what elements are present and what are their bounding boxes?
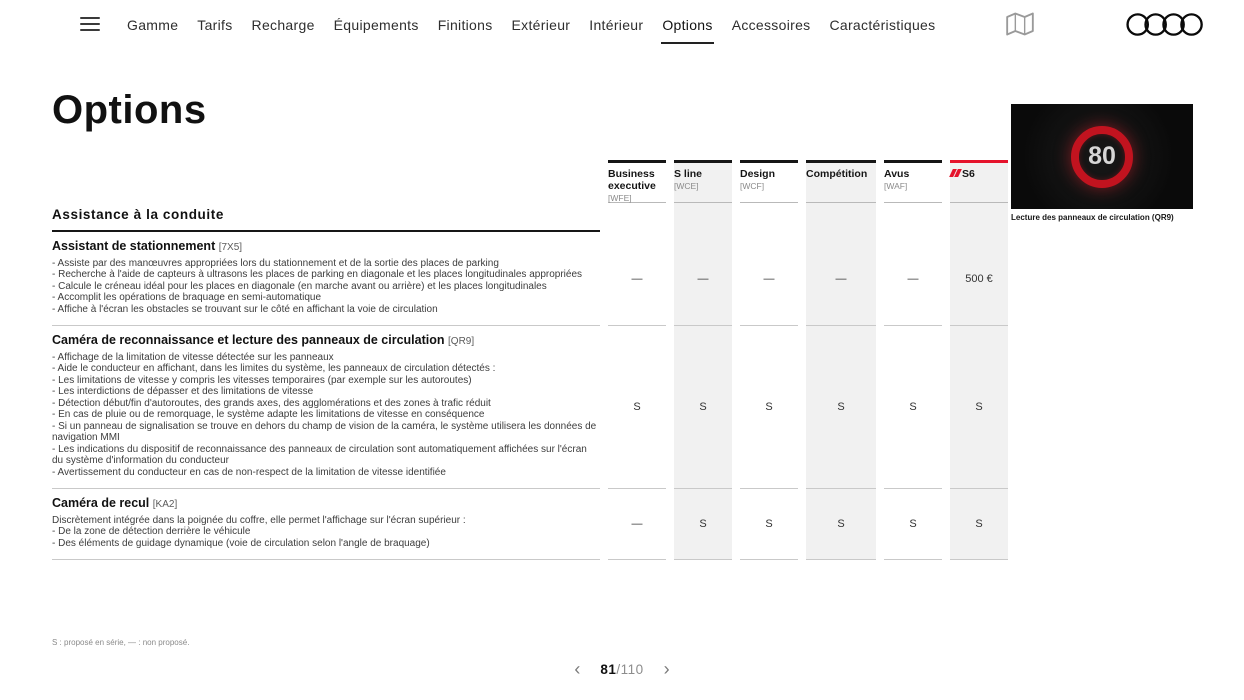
nav-item-interieur[interactable]: Intérieur: [589, 17, 644, 33]
column-header-business-executive: Business executive [WFE]: [608, 160, 666, 232]
pagination: [0, 660, 1244, 678]
nav-item-equipements[interactable]: Équipements: [333, 17, 419, 33]
option-bullet: - Avertissement du conducteur en cas de non-respect de la limitation de vitesse identifiée: [52, 466, 446, 478]
next-page-button[interactable]: ›: [663, 659, 670, 679]
audi-logo-icon[interactable]: [1126, 12, 1204, 37]
option-bullet: - Aide le conducteur en affichant, dans les limites du système, les panneaux de circulation détectés :: [52, 363, 496, 374]
column-header-avus: Avus [WAF]: [884, 160, 942, 232]
s-flag-icon: [950, 169, 960, 177]
option-row-parking-assist: [52, 232, 600, 326]
option-value-cell: S: [806, 489, 876, 560]
image-caption: Lecture des panneaux de circulation (QR9): [1011, 213, 1174, 222]
option-value-cell: S: [884, 489, 942, 560]
nav-item-accessoires[interactable]: Accessoires: [731, 17, 811, 33]
option-row-traffic-sign-camera: [52, 326, 600, 489]
option-value-cell: S: [608, 326, 666, 489]
option-value-cell: —: [608, 489, 666, 560]
option-bullet: - Affichage de la limitation de vitesse détectée sur les panneaux: [52, 351, 334, 363]
options-table: [52, 160, 1008, 560]
section-title: Assistance à la conduite: [52, 207, 600, 232]
nav-item-exterieur[interactable]: Extérieur: [511, 17, 571, 33]
column-header-s6: S6: [950, 160, 1008, 232]
option-bullet: - Détection début/fin d'autoroutes, des grands axes, des agglomérations et des zones à trafic réduit: [52, 397, 491, 409]
top-nav: [0, 0, 1244, 48]
option-value-cell: S: [674, 489, 732, 560]
dealer-map-icon[interactable]: [1006, 12, 1034, 36]
option-bullet: - Les limitations de vitesse y compris les vitesses temporaires (par exemple sur les autoroutes): [52, 374, 472, 386]
nav-item-caracteristiques[interactable]: Caractéristiques: [829, 17, 936, 33]
option-bullet: - De la zone de détection derrière le véhicule: [52, 526, 251, 537]
nav-item-finitions[interactable]: Finitions: [437, 17, 493, 33]
prev-page-button[interactable]: ‹: [574, 659, 581, 679]
option-bullet: - Accomplit les opérations de braquage en semi-automatique: [52, 292, 322, 303]
option-row-title: Caméra de reconnaissance et lecture des panneaux de circulation [QR9]: [52, 333, 475, 347]
option-value-cell: S: [950, 326, 1008, 489]
option-value-cell: S: [674, 326, 732, 489]
option-bullet: - Assiste par des manœuvres appropriées lors du stationnement et de la sortie des places de parking: [52, 257, 499, 269]
nav-item-gamme[interactable]: Gamme: [127, 17, 179, 33]
feature-image-card: [1011, 104, 1193, 222]
column-header-s-line: S line [WCE]: [674, 160, 732, 232]
option-value-cell: —: [740, 232, 798, 326]
option-value-cell: —: [884, 232, 942, 326]
main-nav: [126, 4, 936, 44]
option-value-cell: S: [950, 489, 1008, 560]
option-bullet: - Si un panneau de signalisation se trouve en dehors du champ de vision de la caméra, le système utilisera les données de navigation MMI: [52, 420, 597, 443]
section-header-cell: [52, 160, 600, 232]
option-value-cell: —: [608, 232, 666, 326]
option-bullet: - Recherche à l'aide de capteurs à ultrasons les places de parking en diagonale et les places longitudinales appropriées: [52, 269, 583, 280]
traffic-sign-image: [1011, 104, 1193, 209]
nav-item-options[interactable]: Options: [661, 4, 713, 44]
column-header-design: Design [WCF]: [740, 160, 798, 232]
legend-footnote: S : proposé en série, — : non proposé.: [52, 638, 190, 647]
option-value-cell: —: [674, 232, 732, 326]
column-header-competition: Compétition: [806, 160, 876, 232]
nav-item-tarifs[interactable]: Tarifs: [197, 17, 233, 33]
option-bullet: - Affiche à l'écran les obstacles se trouvant sur le côté en affichant la voie de circulation: [52, 303, 438, 315]
option-value-cell: S: [884, 326, 942, 489]
nav-item-recharge[interactable]: Recharge: [251, 17, 315, 33]
option-value-cell: —: [806, 232, 876, 326]
menu-icon[interactable]: [80, 17, 100, 31]
option-value-cell: 500 €: [950, 232, 1008, 326]
option-bullet: - Calcule le créneau idéal pour les places en diagonale (en marche avant ou arrière) et les places longitudinales: [52, 280, 547, 292]
option-value-cell: S: [740, 489, 798, 560]
page-indicator: 81/110: [600, 661, 644, 677]
option-row-rear-camera: [52, 489, 600, 560]
speed-limit-sign: 80: [1071, 126, 1133, 188]
option-value-cell: S: [740, 326, 798, 489]
option-bullet: - Les indications du dispositif de reconnaissance des panneaux de circulation sont automatiquement affichées sur l'écran du système d'information du conducteur: [52, 443, 587, 466]
option-bullet: - En cas de pluie ou de remorquage, le système adapte les limitations de vitesse en conséquence: [52, 409, 485, 420]
option-intro: Discrètement intégrée dans la poignée du coffre, elle permet l'affichage sur l'écran supérieur :: [52, 514, 466, 526]
option-bullet: - Des éléments de guidage dynamique (voie de circulation selon l'angle de braquage): [52, 537, 430, 549]
page-title: Options: [52, 88, 207, 132]
option-row-title: Assistant de stationnement [7X5]: [52, 239, 243, 253]
option-row-title: Caméra de recul [KA2]: [52, 496, 178, 510]
option-bullet: - Les interdictions de dépasser et des limitations de vitesse: [52, 386, 314, 397]
option-value-cell: S: [806, 326, 876, 489]
